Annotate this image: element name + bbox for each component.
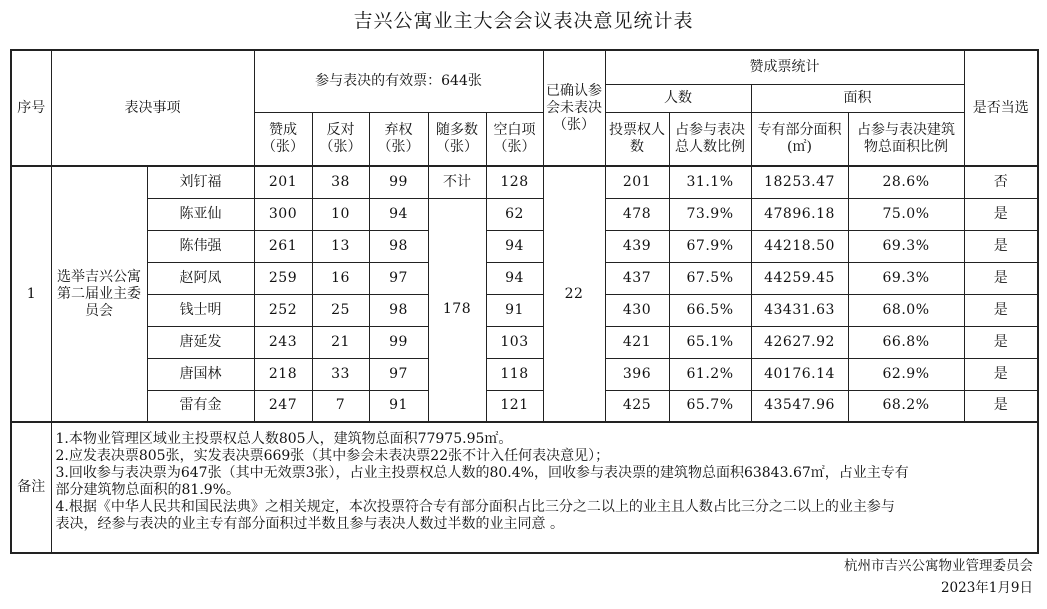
header-seq: 序号 [11,50,51,166]
vote-people: 430 [605,294,669,326]
header-approval-stats: 赞成票统计 [605,50,964,84]
approve-count: 247 [254,390,312,422]
people-ratio: 67.9% [669,230,751,262]
header-area: 面积 [751,84,964,112]
header-oppose: 反对（张） [312,112,369,166]
abstain-count: 99 [369,326,428,358]
note-line: 1.本物业管理区域业主投票权总人数805人，建筑物总面积77975.95㎡。 [55,431,513,447]
oppose-count: 21 [312,326,369,358]
blank-count: 94 [486,230,543,262]
follow-majority-first: 不计 [428,166,486,198]
candidate-name: 钱士明 [147,294,254,326]
blank-count: 118 [486,358,543,390]
blank-count: 128 [486,166,543,198]
oppose-count: 13 [312,230,369,262]
oppose-count: 7 [312,390,369,422]
area-ratio: 62.9% [848,358,964,390]
vote-people: 437 [605,262,669,294]
notes-label: 备注 [11,422,51,553]
people-ratio: 31.1% [669,166,751,198]
approve-count: 218 [254,358,312,390]
exclusive-area: 44259.45 [751,262,848,294]
blank-count: 103 [486,326,543,358]
candidate-name: 刘钉福 [147,166,254,198]
vote-people: 425 [605,390,669,422]
area-ratio: 75.0% [848,198,964,230]
header-blank: 空白项（张） [486,112,543,166]
vote-people: 396 [605,358,669,390]
note-line: 4.根据《中华人民共和国民法典》之相关规定，本次投票符合专有部分面积占比三分之二以上的业主且人数占比三分之二以上的业主参与 [55,499,895,515]
header-approve: 赞成（张） [254,112,312,166]
header-elected: 是否当选 [964,50,1038,166]
elected-status: 是 [964,230,1038,262]
area-ratio: 69.3% [848,230,964,262]
blank-count: 91 [486,294,543,326]
candidate-name: 唐国林 [147,358,254,390]
notes-content [51,422,1038,553]
candidate-name: 唐延发 [147,326,254,358]
elected-status: 是 [964,326,1038,358]
header-vote-people: 投票权人数 [605,112,669,166]
header-area-ratio: 占参与表决建筑物总面积比例 [848,112,964,166]
header-people: 人数 [605,84,751,112]
area-ratio: 69.3% [848,262,964,294]
area-ratio: 68.0% [848,294,964,326]
footer-date: 2023年1月9日 [940,580,1033,596]
vote-people: 421 [605,326,669,358]
people-ratio: 73.9% [669,198,751,230]
candidate-name: 陈亚仙 [147,198,254,230]
oppose-count: 33 [312,358,369,390]
elected-status: 是 [964,262,1038,294]
people-ratio: 65.1% [669,326,751,358]
oppose-count: 16 [312,262,369,294]
elected-status: 是 [964,390,1038,422]
header-item: 表决事项 [51,50,254,166]
abstain-count: 91 [369,390,428,422]
candidate-name: 陈伟强 [147,230,254,262]
exclusive-area: 44218.50 [751,230,848,262]
header-confirmed-not-voted: 已确认参会未表决（张） [543,50,605,166]
abstain-count: 98 [369,230,428,262]
approve-count: 201 [254,166,312,198]
header-valid-votes: 参与表决的有效票：644张 [254,50,543,112]
blank-count: 121 [486,390,543,422]
candidate-name: 雷有金 [147,390,254,422]
approve-count: 259 [254,262,312,294]
header-people-ratio: 占参与表决总人数比例 [669,112,751,166]
candidate-name: 赵阿凤 [147,262,254,294]
note-line: 表决，经参与表决的业主专有部分面积过半数且参与表决人数过半数的业主同意 。 [55,516,564,532]
people-ratio: 66.5% [669,294,751,326]
header-exclusive-area: 专有部分面积(㎡) [751,112,848,166]
oppose-count: 25 [312,294,369,326]
people-ratio: 65.7% [669,390,751,422]
area-ratio: 68.2% [848,390,964,422]
elected-status: 是 [964,294,1038,326]
exclusive-area: 47896.18 [751,198,848,230]
page-title: 吉兴公寓业主大会会议表决意见统计表 [353,10,694,32]
blank-count: 62 [486,198,543,230]
approve-count: 300 [254,198,312,230]
exclusive-area: 43431.63 [751,294,848,326]
header-abstain: 弃权（张） [369,112,428,166]
confirmed-not-voted-cell: 22 [543,166,605,422]
note-line: 3.回收参与表决票为647张（其中无效票3张），占业主投票权总人数的80.4%，回收参与表决票的建筑物总面积63843.67㎡，占业主专有 [55,465,909,481]
footer-organization: 杭州市吉兴公寓物业管理委员会 [844,558,1033,574]
oppose-count: 10 [312,198,369,230]
vote-people: 201 [605,166,669,198]
note-line: 部分建筑物总面积的81.9%。 [55,482,240,498]
exclusive-area: 40176.14 [751,358,848,390]
abstain-count: 97 [369,262,428,294]
matter-cell: 选举吉兴公寓第二届业主委员会 [51,166,147,422]
seq-cell: 1 [11,166,51,422]
approve-count: 243 [254,326,312,358]
abstain-count: 97 [369,358,428,390]
vote-statistics-table [10,49,1039,554]
elected-status: 否 [964,166,1038,198]
oppose-count: 38 [312,166,369,198]
area-ratio: 66.8% [848,326,964,358]
abstain-count: 99 [369,166,428,198]
exclusive-area: 18253.47 [751,166,848,198]
approve-count: 252 [254,294,312,326]
exclusive-area: 43547.96 [751,390,848,422]
area-ratio: 28.6% [848,166,964,198]
people-ratio: 67.5% [669,262,751,294]
header-follow-majority: 随多数（张） [428,112,486,166]
follow-majority-cell: 178 [428,198,486,422]
elected-status: 是 [964,198,1038,230]
approve-count: 261 [254,230,312,262]
blank-count: 94 [486,262,543,294]
elected-status: 是 [964,358,1038,390]
exclusive-area: 42627.92 [751,326,848,358]
people-ratio: 61.2% [669,358,751,390]
abstain-count: 94 [369,198,428,230]
vote-people: 439 [605,230,669,262]
note-line: 2.应发表决票805张，实发表决票669张（其中参会未表决票22张不计入任何表决意见）； [55,448,610,464]
vote-people: 478 [605,198,669,230]
abstain-count: 98 [369,294,428,326]
